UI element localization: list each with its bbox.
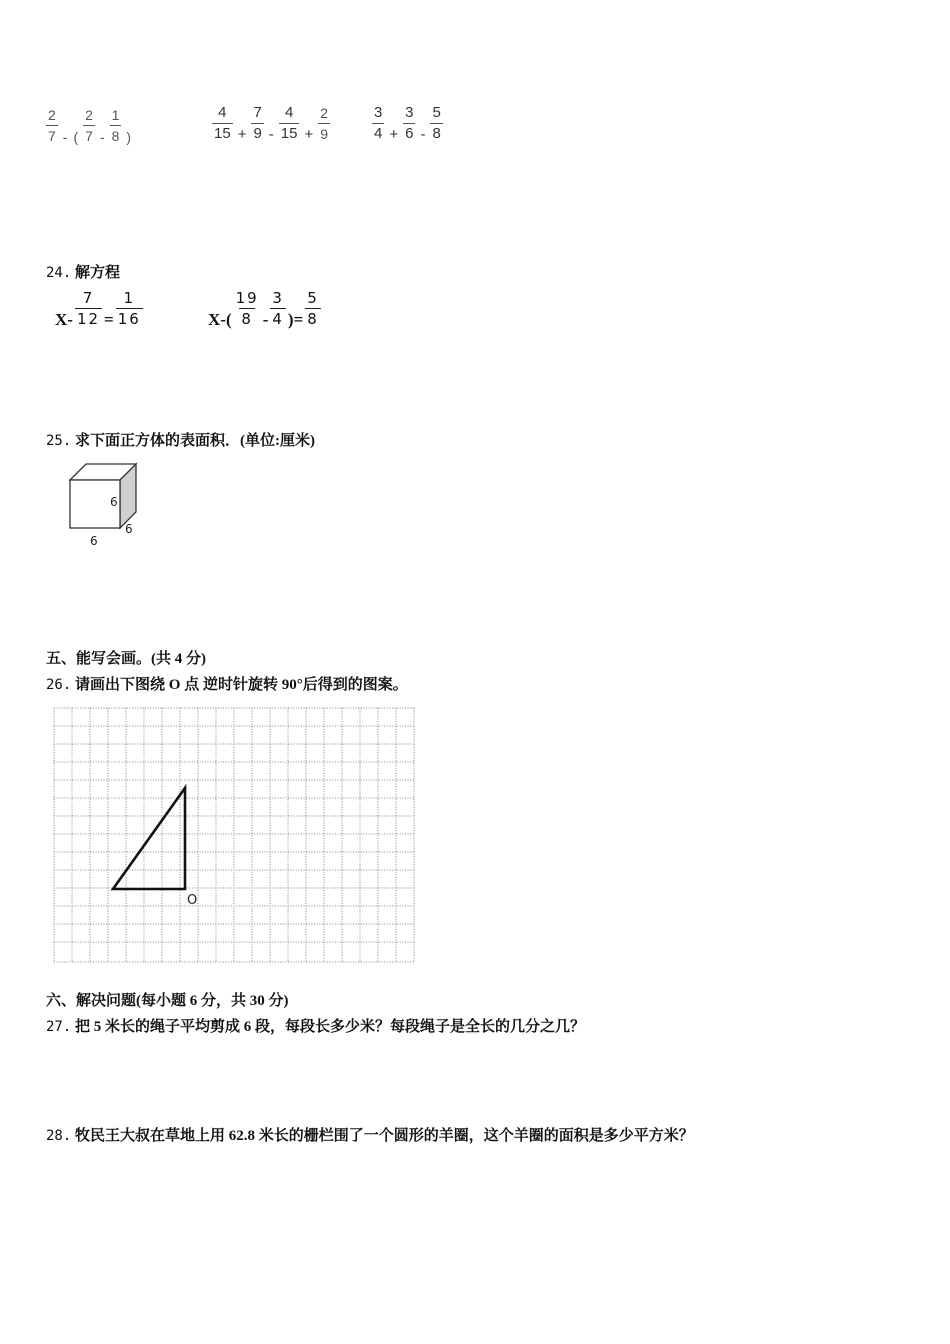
fraction: $\frac{4}{15}$ bbox=[214, 104, 231, 142]
equation-2: X-( $\frac{19}{8}$ - $\frac{3}{4}$ )= $\frac{5}{8}$ bbox=[208, 289, 319, 329]
fraction: $\frac{2}{7}$ bbox=[85, 107, 93, 144]
fraction: $\frac{2}{9}$ bbox=[320, 105, 329, 142]
fraction: $\frac{3}{6}$ bbox=[405, 104, 414, 142]
cube-edge-label-bottom: 6 bbox=[90, 534, 98, 548]
cube-edge-label-side: 6 bbox=[125, 522, 133, 536]
section-5-title: 五、能写会画。(共 4 分) bbox=[46, 651, 206, 667]
fraction: $\frac{1}{16}$ bbox=[117, 289, 141, 328]
fraction: $\frac{3}{4}$ bbox=[374, 104, 383, 142]
question-26: 26. 请画出下图绕 O 点 逆时针旋转 90°后得到的图案。 bbox=[46, 677, 408, 693]
question-24: 24. 解方程 bbox=[46, 265, 121, 281]
section-6-title: 六、解决问题(每小题 6 分，共 30 分) bbox=[46, 993, 289, 1009]
fraction: $\frac{7}{12}$ bbox=[76, 289, 101, 328]
fraction: $\frac{1}{8}$ bbox=[111, 107, 120, 144]
fraction: $\frac{3}{4}$ bbox=[272, 289, 284, 328]
question-28: 28. 牧民王大叔在草地上用 62.8 米长的栅栏围了一个圆形的羊圈，这个羊圈的面积是多少平方米？ bbox=[46, 1128, 694, 1144]
right-triangle bbox=[113, 788, 185, 889]
expression-3: $\frac{3}{4}$ + $\frac{3}{6}$ - $\frac{5}{8}$ bbox=[374, 104, 441, 143]
cube-edge-label-front: 6 bbox=[110, 495, 118, 509]
expression-1: $\frac{2}{7}$ - ( $\frac{2}{7}$ - $\frac{1}{8}$ ) bbox=[48, 107, 132, 145]
fraction: $\frac{7}{9}$ bbox=[253, 104, 262, 142]
fraction: $\frac{2}{7}$ bbox=[48, 107, 56, 144]
question-27: 27. 把 5 米长的绳子平均剪成 6 段，每段长多少米？每段绳子是全长的几分之几？ bbox=[46, 1019, 586, 1035]
cube-figure bbox=[60, 458, 150, 552]
rotation-grid bbox=[52, 706, 416, 968]
equation-1: X- $\frac{7}{12}$ = $\frac{1}{16}$ bbox=[55, 289, 141, 329]
expression-2: $\frac{4}{15}$ + $\frac{7}{9}$ - $\frac{4}{15}$ + $\frac{2}{9}$ bbox=[214, 104, 329, 143]
fraction: $\frac{19}{8}$ bbox=[235, 289, 259, 328]
fraction: $\frac{5}{8}$ bbox=[307, 289, 319, 328]
fraction: $\frac{5}{8}$ bbox=[432, 104, 441, 142]
grid-lines bbox=[54, 708, 414, 962]
rotation-point-label: O bbox=[187, 893, 198, 908]
question-25: 25. 求下面正方体的表面积．(单位:厘米) bbox=[46, 433, 316, 449]
fraction: $\frac{4}{15}$ bbox=[280, 104, 298, 142]
